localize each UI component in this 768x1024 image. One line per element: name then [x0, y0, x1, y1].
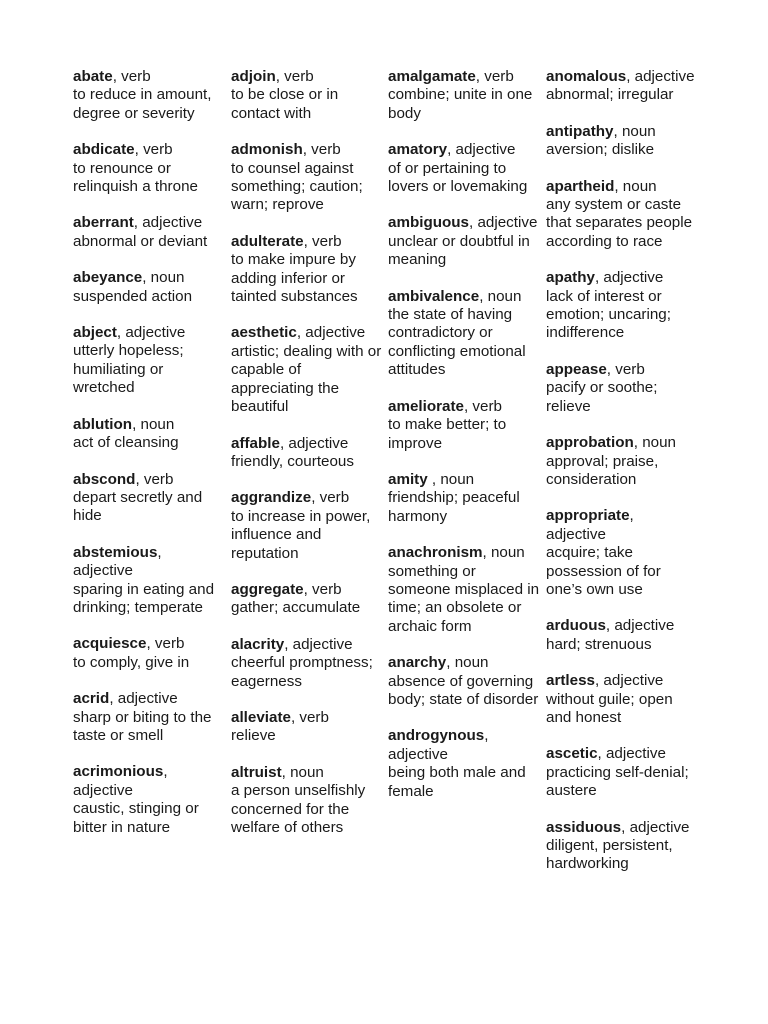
dictionary-entry: [73, 214, 223, 251]
headword: ameliorate: [388, 397, 464, 415]
definition: act of cleansing: [73, 434, 179, 452]
headword: ambiguous: [388, 214, 470, 232]
definition: hard; strenuous: [546, 635, 652, 653]
definition: cheerful promptness; eagerness: [231, 654, 373, 690]
dictionary-entry: [546, 434, 696, 489]
part-of-speech: , adjective: [284, 635, 353, 653]
dictionary-entry: [546, 123, 696, 160]
definition: to comply, give in: [73, 653, 190, 671]
definition: diligent, persistent, hardworking: [546, 837, 673, 873]
dictionary-entry: [73, 471, 223, 526]
definition: acquire; take possession of for one’s own use: [546, 544, 661, 598]
part-of-speech: , noun: [613, 122, 656, 140]
part-of-speech: , adjective: [546, 507, 634, 543]
definition: a person unselfishly concerned for the welfare of others: [231, 782, 366, 836]
part-of-speech: , adjective: [594, 672, 664, 690]
part-of-speech: , verb: [290, 708, 329, 726]
headword: amity: [388, 470, 428, 488]
definition: unclear or doubtful in meaning: [388, 232, 530, 269]
definition: the state of having contradictory or conflicting emotional attitudes: [388, 306, 526, 379]
part-of-speech: , verb: [303, 232, 342, 250]
headword: alleviate: [231, 708, 291, 726]
headword: anarchy: [388, 654, 447, 672]
headword: alacrity: [231, 635, 285, 653]
headword: ambivalence: [388, 287, 480, 305]
definition: any system or caste that separates people according to race: [546, 196, 693, 250]
column-4: [546, 68, 696, 892]
column-3: [388, 68, 540, 819]
dictionary-entry: [231, 709, 383, 746]
dictionary-entry: [546, 178, 696, 252]
headword: artless: [546, 672, 595, 690]
dictionary-entry: [231, 233, 383, 307]
definition: pacify or soothe; relieve: [546, 379, 658, 415]
definition: to make impure by adding inferior or tainted substances: [231, 251, 358, 306]
definition: lack of interest or emotion; uncaring; indifference: [546, 287, 671, 342]
part-of-speech: , noun: [446, 654, 489, 672]
headword: adulterate: [231, 232, 304, 250]
dictionary-entry: [388, 398, 540, 453]
part-of-speech: , noun: [281, 763, 324, 781]
headword: appropriate: [546, 507, 630, 525]
headword: acrid: [73, 690, 110, 708]
dictionary-entry: [546, 361, 696, 416]
part-of-speech: , adjective: [388, 727, 489, 763]
part-of-speech: , verb: [146, 635, 185, 653]
definition: to counsel against something; caution; warn; reprove: [231, 159, 363, 214]
headword: anachronism: [388, 544, 483, 562]
headword: amalgamate: [388, 68, 476, 85]
definition: utterly hopeless; humiliating or wretched: [73, 342, 184, 397]
part-of-speech: , adjective: [133, 214, 203, 232]
dictionary-entry: [73, 141, 223, 196]
headword: antipathy: [546, 122, 614, 140]
dictionary-entry: [231, 324, 383, 416]
dictionary-entry: [73, 68, 223, 123]
part-of-speech: , adjective: [296, 324, 366, 342]
dictionary-entry: [231, 581, 383, 618]
part-of-speech: , noun: [479, 287, 522, 305]
part-of-speech: , noun: [142, 269, 185, 287]
part-of-speech: , adjective: [109, 690, 178, 708]
part-of-speech: , noun: [132, 415, 175, 433]
part-of-speech: , adjective: [279, 434, 349, 452]
dictionary-entry: [388, 471, 540, 526]
part-of-speech: , verb: [275, 68, 314, 85]
dictionary-entry: [73, 324, 223, 398]
dictionary-entry: [388, 68, 540, 123]
definition: suspended action: [73, 287, 193, 305]
part-of-speech: , adjective: [116, 324, 186, 342]
headword: apathy: [546, 269, 595, 287]
part-of-speech: , verb: [303, 580, 342, 598]
headword: aesthetic: [231, 324, 297, 342]
headword: aggregate: [231, 580, 304, 598]
dictionary-entry: [388, 214, 540, 269]
definition: artistic; dealing with or capable of appreciating the beautiful: [231, 342, 382, 416]
part-of-speech: , noun: [614, 177, 657, 195]
part-of-speech: , adjective: [73, 543, 162, 580]
headword: adjoin: [231, 68, 276, 85]
dictionary-entry: [546, 507, 696, 599]
part-of-speech: , noun: [427, 470, 475, 488]
part-of-speech: , adjective: [597, 745, 666, 763]
dictionary-entry: [546, 672, 696, 727]
headword: admonish: [231, 141, 303, 159]
headword: apartheid: [546, 177, 615, 195]
headword: aberrant: [73, 214, 134, 232]
headword: appease: [546, 360, 607, 378]
definition: absence of governing body; state of disorder: [388, 672, 539, 708]
definition: to be close or in contact with: [231, 86, 339, 122]
definition: being both male and female: [388, 764, 526, 800]
dictionary-entry: [388, 141, 540, 196]
headword: ablution: [73, 415, 133, 433]
part-of-speech: , adjective: [594, 269, 664, 287]
headword: abate: [73, 68, 113, 85]
dictionary-entry: [388, 727, 540, 801]
definition: depart secretly and hide: [73, 488, 203, 525]
part-of-speech: , verb: [463, 397, 502, 415]
dictionary-entry: [388, 654, 540, 709]
headword: anomalous: [546, 68, 627, 85]
dictionary-entry: [73, 416, 223, 453]
dictionary-entry: [546, 269, 696, 343]
part-of-speech: , adjective: [469, 214, 538, 232]
definition: combine; unite in one body: [388, 86, 533, 122]
dictionary-entry: [73, 763, 223, 837]
headword: aggrandize: [231, 489, 312, 507]
dictionary-entry: [388, 288, 540, 380]
part-of-speech: , verb: [475, 68, 514, 85]
part-of-speech: , adjective: [626, 68, 695, 85]
headword: abeyance: [73, 269, 143, 287]
headword: assiduous: [546, 818, 622, 836]
part-of-speech: , verb: [302, 141, 341, 159]
definition: practicing self-denial; austere: [546, 763, 689, 800]
part-of-speech: , verb: [606, 360, 645, 378]
definition: sharp or biting to the taste or smell: [73, 708, 212, 744]
headword: affable: [231, 434, 280, 452]
dictionary-entry: [546, 819, 696, 874]
definition: to make better; to improve: [388, 416, 507, 452]
dictionary-entry: [73, 544, 223, 618]
headword: abject: [73, 324, 117, 342]
part-of-speech: , adjective: [73, 763, 168, 799]
definition: approval; praise, consideration: [546, 452, 659, 488]
part-of-speech: , verb: [134, 141, 173, 159]
headword: ascetic: [546, 745, 598, 763]
dictionary-entry: [231, 489, 383, 563]
part-of-speech: , noun: [633, 434, 676, 452]
column-2: [231, 68, 383, 855]
dictionary-entry: [231, 141, 383, 215]
definition: abnormal or deviant: [73, 232, 208, 250]
part-of-speech: , verb: [112, 68, 151, 85]
definition: aversion; dislike: [546, 141, 655, 159]
headword: abscond: [73, 470, 136, 488]
headword: abdicate: [73, 141, 135, 159]
headword: altruist: [231, 763, 282, 781]
part-of-speech: , adjective: [605, 617, 675, 635]
definition: to renounce or relinquish a throne: [73, 159, 198, 196]
headword: acquiesce: [73, 635, 147, 653]
definition: of or pertaining to lovers or lovemaking: [388, 159, 528, 196]
part-of-speech: , adjective: [621, 818, 690, 836]
part-of-speech: , verb: [135, 470, 174, 488]
dictionary-entry: [546, 617, 696, 654]
definition: sparing in eating and drinking; temperate: [73, 580, 215, 616]
part-of-speech: , verb: [311, 489, 350, 507]
dictionary-entry: [73, 635, 223, 672]
part-of-speech: , adjective: [447, 141, 516, 159]
part-of-speech: , noun: [482, 544, 525, 562]
dictionary-entry: [73, 690, 223, 745]
definition: friendly, courteous: [231, 452, 354, 470]
definition: friendship; peaceful harmony: [388, 489, 520, 525]
dictionary-entry: [231, 764, 383, 838]
headword: amatory: [388, 141, 448, 159]
definition: without guile; open and honest: [546, 690, 673, 726]
dictionary-entry: [546, 745, 696, 800]
headword: arduous: [546, 617, 606, 635]
column-1: [73, 68, 223, 855]
dictionary-entry: [231, 435, 383, 472]
definition: something or someone misplaced in time; an obsolete or archaic form: [388, 562, 540, 635]
definition: gather; accumulate: [231, 599, 361, 617]
definition: to increase in power, influence and reputation: [231, 507, 371, 562]
definition: to reduce in amount, degree or severity: [73, 86, 212, 122]
headword: approbation: [546, 434, 634, 452]
headword: androgynous: [388, 727, 485, 745]
headword: abstemious: [73, 543, 158, 561]
definition: abnormal; irregular: [546, 86, 674, 104]
dictionary-entry: [388, 544, 540, 636]
definition: caustic, stinging or bitter in nature: [73, 800, 199, 836]
dictionary-entry: [231, 636, 383, 691]
dictionary-entry: [546, 68, 696, 105]
dictionary-entry: [231, 68, 383, 123]
definition: relieve: [231, 727, 276, 745]
headword: acrimonious: [73, 763, 164, 781]
dictionary-entry: [73, 269, 223, 306]
